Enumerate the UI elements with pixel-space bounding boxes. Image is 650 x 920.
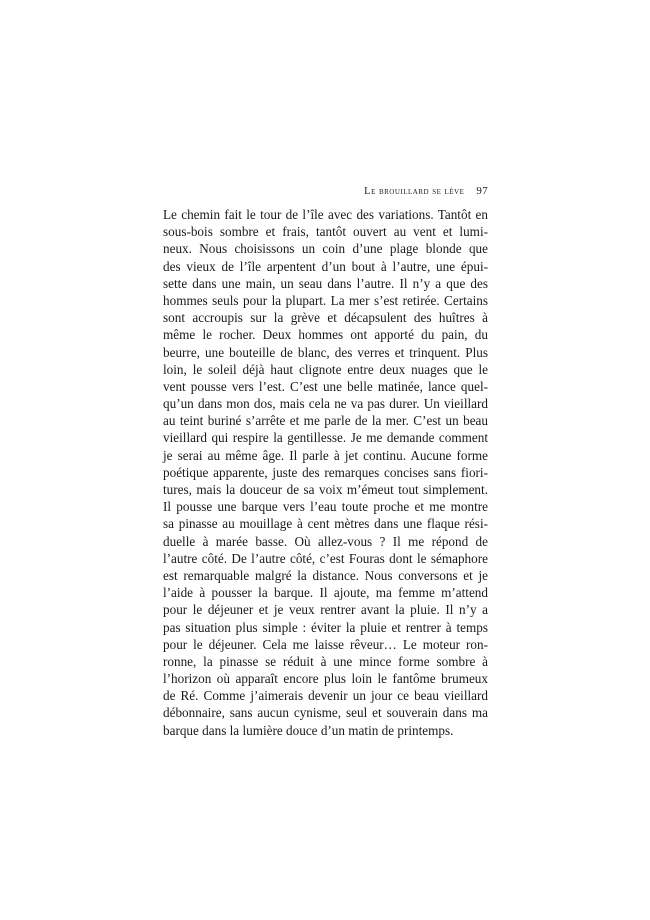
text-line: vent pousse vers l’est. C’est une belle matinée, lance quel- (163, 378, 488, 394)
text-line: pour le déjeuner et je veux rentrer avant la pluie. Il n’y a (163, 602, 488, 618)
text-line: de Ré. Comme j’aimerais devenir un jour ce beau vieillard (163, 688, 488, 704)
running-head-title: Le brouillard se lève (364, 186, 465, 197)
text-line: qu’un dans mon dos, mais cela ne va pas durer. Un vieillard (163, 396, 488, 412)
text-line: sont accroupis sur la grève et décapsulent des huîtres à (163, 310, 488, 326)
text-line: ronne, la pinasse se réduit à une mince forme sombre à (163, 653, 488, 669)
text-line: sette dans une main, un seau dans l’autre. Il n’y a que des (163, 275, 488, 291)
text-line: l’aide à pousser la barque. Il ajoute, ma femme m’attend (163, 585, 488, 601)
text-line: duelle à marée basse. Où allez-vous ? Il me répond de (163, 533, 488, 549)
text-line: au teint buriné s’arrête et me parle de la mer. C’est un beau (163, 413, 488, 429)
running-head (163, 184, 488, 199)
text-line: vieillard qui respire la gentillesse. Je me demande comment (163, 430, 488, 446)
text-line-last: barque dans la lumière douce d’un matin de printemps. (163, 722, 454, 738)
text-line: tures, mais la douceur de sa voix m’émeut tout simplement. (163, 482, 488, 497)
text-line: Il pousse une barque vers l’eau toute proche et me montre (163, 499, 488, 515)
body-paragraph (163, 206, 488, 739)
text-line: des vieux de l’île arpentent d’un bout à l’autre, une épui- (163, 258, 488, 274)
text-line: même le rocher. Deux hommes ont apporté du pain, du (163, 327, 488, 343)
text-line: est remarquable malgré la distance. Nous conversons et je (163, 567, 488, 583)
text-line: beurre, une bouteille de blanc, des verres et trinquent. Plus (163, 344, 488, 360)
text-line: l’horizon où apparaît encore plus loin le fantôme brumeux (163, 671, 488, 687)
text-line: Le chemin fait le tour de l’île avec des variations. Tantôt en (163, 207, 488, 222)
text-line: sous-bois sombre et frais, tantôt ouvert au vent et lumi- (163, 224, 488, 240)
text-line: je serai au même âge. Il parle à jet continu. Aucune forme (163, 447, 488, 463)
text-line: sa pinasse au mouillage à cent mètres dans une flaque rési- (163, 516, 488, 532)
page-number: 97 (476, 185, 488, 197)
text-line: loin, le soleil déjà haut clignote entre deux nuages que le (163, 361, 488, 377)
text-line: débonnaire, sans aucun cynisme, seul et souverain dans ma (163, 705, 488, 721)
text-line: poétique apparente, juste des remarques concises sans fiori- (163, 464, 488, 480)
text-line: l’autre côté. De l’autre côté, c’est Fouras dont le sémaphore (163, 550, 488, 566)
text-line: hommes seuls pour la plupart. La mer s’est retirée. Certains (163, 292, 488, 308)
text-line: pour le déjeuner. Cela me laisse rêveur… Le moteur ron- (163, 636, 488, 652)
text-line: pas situation plus simple : éviter la pluie et rentrer à temps (163, 619, 488, 635)
text-line: neux. Nous choisissons un coin d’une plage blonde que (163, 241, 488, 257)
